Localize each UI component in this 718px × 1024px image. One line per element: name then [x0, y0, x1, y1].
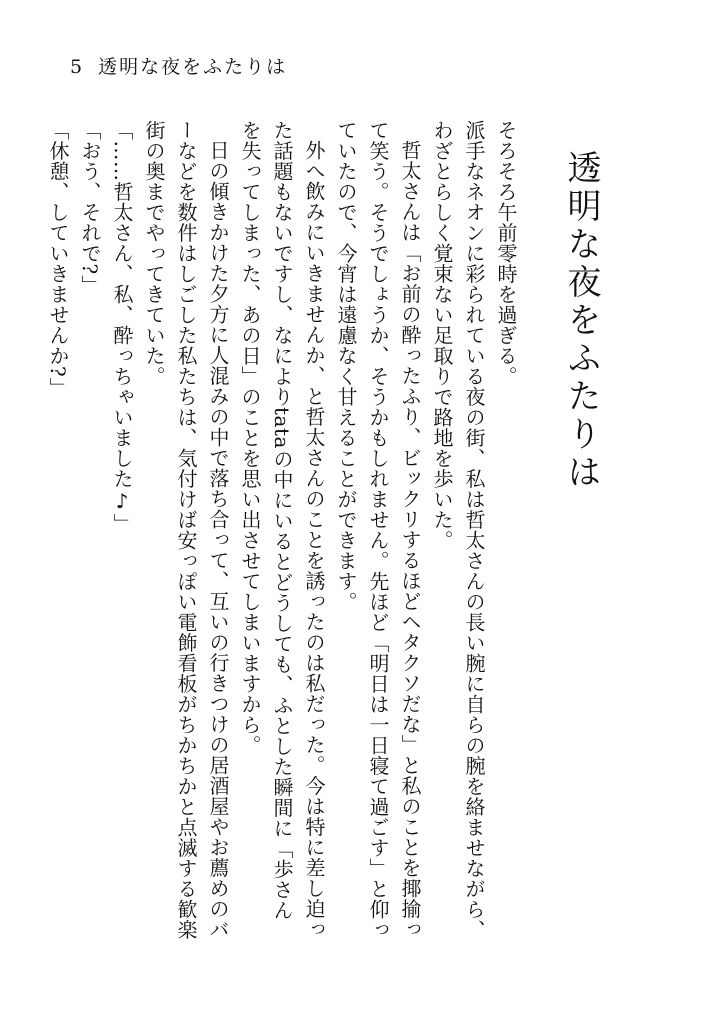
- body-text: [42, 120, 522, 940]
- paragraph: そろそろ午前零時を過ぎる。: [494, 120, 518, 387]
- paragraph: 日の傾きかけた夕方に人混みの中で落ち合って、互いの行きつけの居酒屋やお薦めのバーなどを数件はしごした私たちは、気付けば安っぽい電飾看板がちかちかと点滅する歓楽街の奥までやってきていた。: [142, 120, 230, 940]
- paragraph: 哲太さんは「お前の酔ったふり、ビックリするほどヘタクソだな」と私のことを揶揄って笑う。そうでしょうか、そうかもしれません。先ほど「明日は一日寝て過ごす」と仰っていたので、今宵は遠慮なく甘えることができます。: [334, 120, 422, 940]
- running-head: [70, 52, 287, 79]
- chapter-title: 透明な夜をふたりは: [561, 150, 601, 492]
- page-number: 5: [70, 56, 85, 78]
- dialogue-line: 「……哲太さん、私、酔っちゃいました♪」: [110, 120, 134, 534]
- paragraph: 派手なネオンに彩られている夜の街、私は哲太さんの長い腕に自らの腕を絡ませながら、わざとらしく覚束ない足取りで路地を歩いた。: [430, 120, 486, 940]
- paragraph: 外へ飲みにいきませんか、と哲太さんのことを誘ったのは私だった。今は特に差し迫った話題もないですし、なによりtataの中にいるとどうしても、ふとした瞬間に「歩さんを失ってしまった、あの日」のことを思い出させてしまいますから。: [238, 120, 326, 940]
- dialogue-line: 「おう、それで?」: [78, 120, 102, 296]
- dialogue-line: 「休憩、していきませんか?」: [46, 120, 70, 398]
- running-head-title: 透明な夜をふたりは: [98, 56, 288, 78]
